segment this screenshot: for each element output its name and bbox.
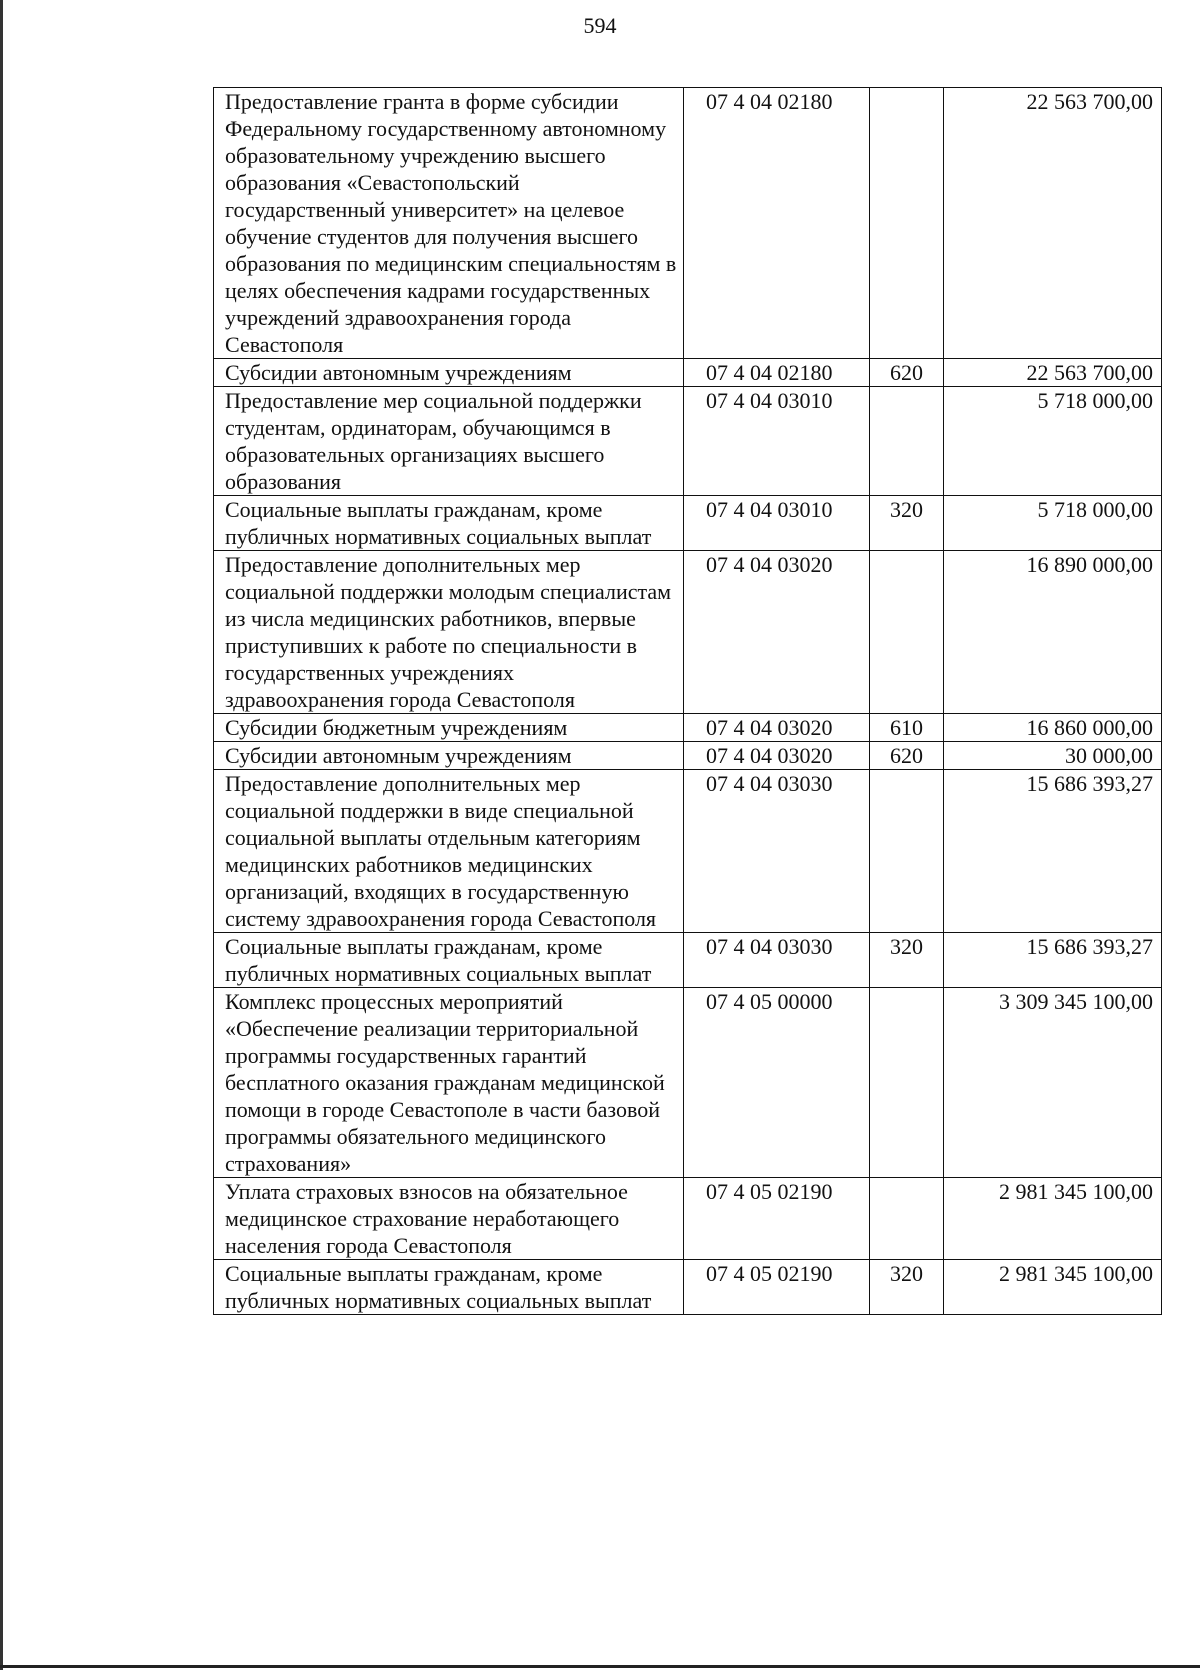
row-type-cell: 320 — [870, 1260, 944, 1315]
row-name-cell: Предоставление дополнительных мер социальной поддержки молодым специалистам из числа медицинских работников, впервые приступивших к работе по специальности в государственных учреждениях здравоохранения города Севастополя — [214, 551, 684, 714]
table-row — [214, 551, 1162, 714]
row-name-cell: Предоставление дополнительных мер социальной поддержки в виде специальной социальной выплаты отдельным категориям медицинских работников медицинских организаций, входящих в государственную систему здравоохранения города Севастополя — [214, 770, 684, 933]
row-code-cell: 07 4 05 00000 — [684, 988, 870, 1178]
budget-table — [213, 87, 1162, 1315]
page-bottom-rule — [0, 1665, 1200, 1668]
row-amount-cell: 22 563 700,00 — [944, 88, 1162, 359]
row-name-cell: Предоставление мер социальной поддержки студентам, ординаторам, обучающимся в образовательных организациях высшего образования — [214, 387, 684, 496]
row-code-cell: 07 4 04 03030 — [684, 770, 870, 933]
row-code-cell: 07 4 04 03010 — [684, 387, 870, 496]
row-code-cell: 07 4 04 03020 — [684, 742, 870, 770]
row-type-cell: 320 — [870, 496, 944, 551]
row-name-cell: Субсидии бюджетным учреждениям — [214, 714, 684, 742]
row-amount-cell: 3 309 345 100,00 — [944, 988, 1162, 1178]
row-amount-cell: 22 563 700,00 — [944, 359, 1162, 387]
table-row — [214, 714, 1162, 742]
row-type-cell — [870, 770, 944, 933]
table-row — [214, 88, 1162, 359]
row-code-cell: 07 4 04 03030 — [684, 933, 870, 988]
row-name-cell: Предоставление гранта в форме субсидии Федеральному государственному автономному образовательному учреждению высшего образования «Севастопольский государственный университет» на целевое обучение студентов для получения высшего образования по медицинским специальностям в целях обеспечения кадрами государственных учреждений здравоохранения города Севастополя — [214, 88, 684, 359]
row-code-cell: 07 4 04 03020 — [684, 551, 870, 714]
row-name-cell: Комплекс процессных мероприятий «Обеспечение реализации территориальной программы государственных гарантий бесплатного оказания гражданам медицинской помощи в городе Севастополе в части базовой программы обязательного медицинского страхования» — [214, 988, 684, 1178]
row-amount-cell: 5 718 000,00 — [944, 387, 1162, 496]
row-type-cell: 620 — [870, 742, 944, 770]
table-row — [214, 387, 1162, 496]
row-type-cell: 320 — [870, 933, 944, 988]
table-row — [214, 359, 1162, 387]
table-row — [214, 770, 1162, 933]
row-name-cell: Субсидии автономным учреждениям — [214, 359, 684, 387]
row-type-cell — [870, 551, 944, 714]
page-number: 594 — [583, 13, 617, 38]
row-amount-cell: 30 000,00 — [944, 742, 1162, 770]
table-row — [214, 988, 1162, 1178]
row-amount-cell: 2 981 345 100,00 — [944, 1260, 1162, 1315]
row-code-cell: 07 4 04 02180 — [684, 88, 870, 359]
row-amount-cell: 16 890 000,00 — [944, 551, 1162, 714]
row-name-cell: Уплата страховых взносов на обязательное медицинское страхование неработающего населения города Севастополя — [214, 1178, 684, 1260]
row-name-cell: Субсидии автономным учреждениям — [214, 742, 684, 770]
row-type-cell — [870, 387, 944, 496]
row-amount-cell: 5 718 000,00 — [944, 496, 1162, 551]
row-amount-cell: 16 860 000,00 — [944, 714, 1162, 742]
row-type-cell: 610 — [870, 714, 944, 742]
table-row — [214, 742, 1162, 770]
row-amount-cell: 2 981 345 100,00 — [944, 1178, 1162, 1260]
table-row — [214, 1260, 1162, 1315]
table-row — [214, 496, 1162, 551]
row-type-cell: 620 — [870, 359, 944, 387]
row-code-cell: 07 4 04 03010 — [684, 496, 870, 551]
row-name-cell: Социальные выплаты гражданам, кроме публичных нормативных социальных выплат — [214, 1260, 684, 1315]
row-code-cell: 07 4 04 03020 — [684, 714, 870, 742]
row-name-cell: Социальные выплаты гражданам, кроме публичных нормативных социальных выплат — [214, 933, 684, 988]
row-amount-cell: 15 686 393,27 — [944, 770, 1162, 933]
row-code-cell: 07 4 05 02190 — [684, 1260, 870, 1315]
row-type-cell — [870, 88, 944, 359]
row-code-cell: 07 4 04 02180 — [684, 359, 870, 387]
row-code-cell: 07 4 05 02190 — [684, 1178, 870, 1260]
row-type-cell — [870, 1178, 944, 1260]
table-row — [214, 933, 1162, 988]
table-row — [214, 1178, 1162, 1260]
page-left-edge — [0, 0, 3, 1670]
row-name-cell: Социальные выплаты гражданам, кроме публичных нормативных социальных выплат — [214, 496, 684, 551]
row-amount-cell: 15 686 393,27 — [944, 933, 1162, 988]
row-type-cell — [870, 988, 944, 1178]
